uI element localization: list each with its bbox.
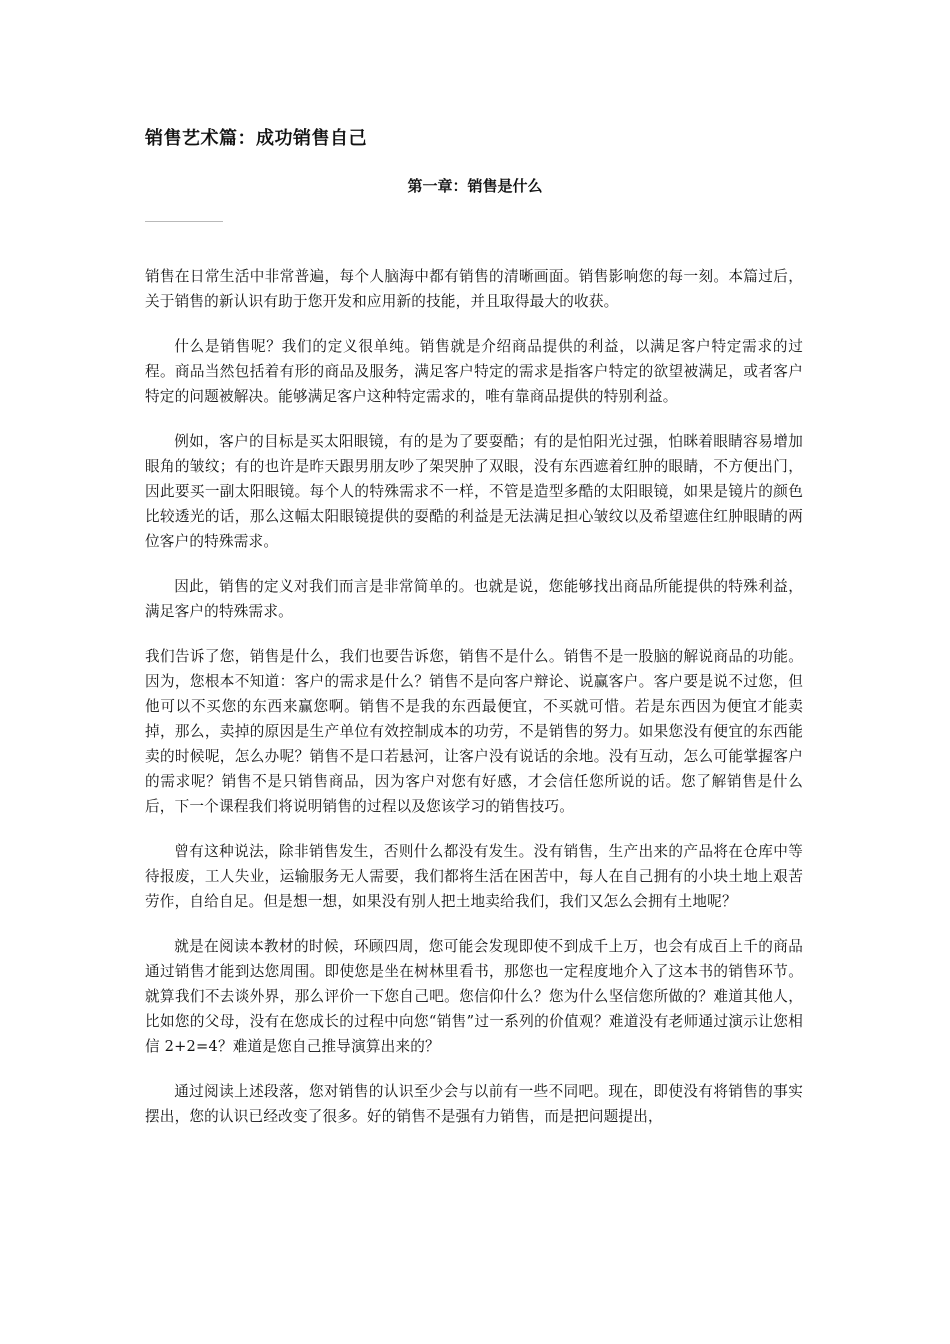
paragraph-nothing-happens: 曾有这种说法，除非销售发生，否则什么都没有发生。没有销售，生产出来的产品将在仓库中等待报废，工人失业，运输服务无人需要，我们都将生活在困苦中，每人在自己拥有的小块土地上艰苦劳作，自给自足。但是想一想，如果没有别人把土地卖给我们，我们又怎么会拥有土地呢？ [145, 843, 803, 910]
chapter-title: 第一章：销售是什么 [407, 177, 543, 195]
paragraph-definition: 什么是销售呢？我们的定义很单纯。销售就是介绍商品提供的利益，以满足客户特定需求的过程。商品当然包括着有形的商品及服务，满足客户特定的需求是指客户特定的欲望被满足，或者客户特定的问题被解决。能够满足客户这种特定需求的，唯有靠商品提供的特别利益。 [145, 338, 803, 405]
paragraph-after-reading: 通过阅读上述段落，您对销售的认识至少会与以前有一些不同吧。现在，即使没有将销售的事实摆出，您的认识已经改变了很多。好的销售不是强有力销售，而是把问题提出， [145, 1083, 803, 1125]
title-divider [145, 221, 223, 222]
paragraph-intro: 销售在日常生活中非常普遍，每个人脑海中都有销售的清晰画面。销售影响您的每一刻。本篇过后，关于销售的新认识有助于您开发和应用新的技能，并且取得最大的收获。 [145, 268, 803, 310]
paragraph-conclusion: 因此，销售的定义对我们而言是非常简单的。也就是说，您能够找出商品所能提供的特殊利益，满足客户的特殊需求。 [145, 578, 803, 620]
paragraph-look-around: 就是在阅读本教材的时候，环顾四周，您可能会发现即使不到成千上万，也会有成百上千的商品通过销售才能到达您周围。即使您是坐在树林里看书，那您也一定程度地介入了这本书的销售环节。就算我们不去谈外界，那么评价一下您自己吧。您信仰什么？您为什么坚信您所做的？难道其他人，比如您的父母，没有在您成长的过程中向您“销售”过一系列的价值观？难道没有老师通过演示让您相信 2+2=4？难道是您自己推导演算出来的？ [145, 938, 803, 1055]
document-title: 销售艺术篇：成功销售自己 [145, 128, 367, 149]
document-body [145, 264, 803, 1149]
paragraph-sunglasses-example: 例如，客户的目标是买太阳眼镜，有的是为了要耍酷；有的是怕阳光过强，怕眯着眼睛容易增加眼角的皱纹；有的也许是昨天跟男朋友吵了架哭肿了双眼，没有东西遮着红肿的眼睛，不方便出门，因此要买一副太阳眼镜。每个人的特殊需求不一样，不管是造型多酷的太阳眼镜，如果是镜片的颜色比较透光的话，那么这幅太阳眼镜提供的耍酷的利益是无法满足担心皱纹以及希望遮住红肿眼睛的两位客户的特殊需求。 [145, 433, 803, 550]
paragraph-what-selling-is-not: 我们告诉了您，销售是什么，我们也要告诉您，销售不是什么。销售不是一股脑的解说商品的功能。因为，您根本不知道：客户的需求是什么？销售不是向客户辩论、说赢客户。客户要是说不过您，但他可以不买您的东西来赢您啊。销售不是我的东西最便宜，不买就可惜。若是东西因为便宜才能卖掉，那么，卖掉的原因是生产单位有效控制成本的功劳，不是销售的努力。如果您没有便宜的东西能卖的时候呢，怎么办呢？销售不是口若悬河，让客户没有说话的余地。没有互动，怎么可能掌握客户的需求呢？销售不是只销售商品，因为客户对您有好感，才会信任您所说的话。您了解销售是什么后，下一个课程我们将说明销售的过程以及您该学习的销售技巧。 [145, 648, 803, 815]
